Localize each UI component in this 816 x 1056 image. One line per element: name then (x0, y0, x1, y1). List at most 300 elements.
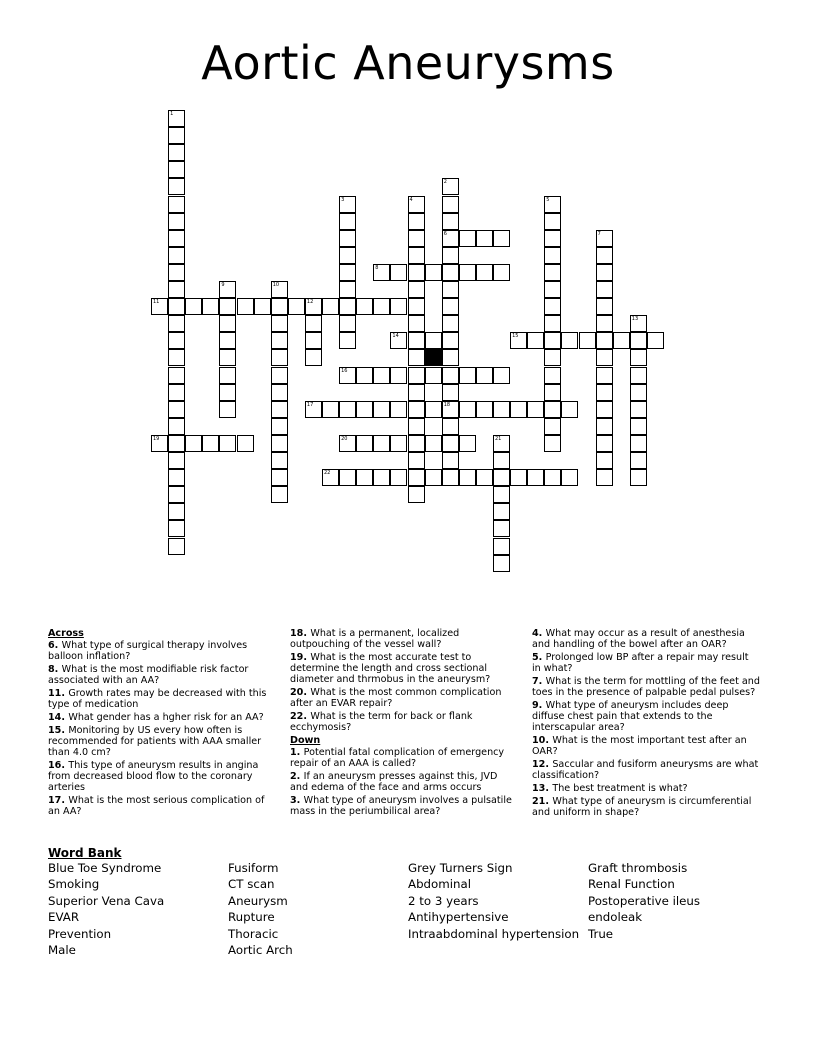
clue-number: 9 (221, 282, 225, 288)
word-bank-column-2 (228, 860, 293, 958)
grid-cell[interactable] (493, 435, 510, 452)
grid-cell[interactable] (202, 435, 219, 452)
word-bank-item: Grey Turners Sign (408, 861, 513, 875)
grid-cell[interactable] (493, 503, 510, 520)
grid-cell[interactable] (442, 230, 459, 247)
grid-cell[interactable] (510, 401, 527, 418)
grid-cell[interactable] (408, 401, 425, 418)
down-clue (532, 759, 760, 781)
grid-cell[interactable] (527, 401, 544, 418)
grid-cell[interactable] (168, 418, 185, 435)
grid-cell[interactable] (442, 178, 459, 195)
clue-number: 22 (324, 470, 331, 477)
puzzle-title: Aortic Aneurysms (201, 36, 615, 90)
grid-cell[interactable] (493, 401, 510, 418)
grid-cell[interactable] (544, 401, 561, 418)
clue-number-label: 16. (48, 760, 69, 771)
grid-cell[interactable] (185, 435, 202, 452)
grid-cell[interactable] (322, 401, 339, 418)
grid-cell[interactable] (271, 384, 288, 401)
grid-cell[interactable] (493, 486, 510, 503)
clue-text: What is a permanent, localized outpouching of the vessel wall? (290, 628, 460, 650)
grid-cell[interactable] (271, 469, 288, 486)
grid-cell[interactable] (339, 298, 356, 315)
grid-cell[interactable] (544, 196, 561, 213)
grid-cell[interactable] (168, 384, 185, 401)
word-bank-item: Fusiform (228, 861, 279, 875)
grid-cell[interactable] (493, 538, 510, 555)
grid-cell[interactable] (168, 230, 185, 247)
grid-cell[interactable] (408, 281, 425, 298)
word-bank-item: Rupture (228, 910, 275, 925)
down-clue (532, 735, 760, 757)
grid-cell[interactable] (630, 332, 647, 349)
grid-cell[interactable] (168, 144, 185, 161)
grid-cell[interactable] (630, 384, 647, 401)
clue-number-label: 13. (532, 783, 553, 794)
grid-cell[interactable] (271, 281, 288, 298)
clue-number: 13 (631, 316, 639, 323)
grid-cell[interactable] (442, 435, 459, 452)
clue-text: What gender has a hgher risk for an AA? (68, 712, 264, 723)
grid-cell[interactable] (425, 367, 442, 384)
grid-cell[interactable] (442, 281, 459, 298)
grid-cell[interactable] (237, 435, 254, 452)
grid-cell[interactable] (271, 315, 288, 332)
grid-cell[interactable] (322, 469, 339, 486)
word-bank-item: Renal Function (588, 877, 675, 892)
grid-cell[interactable] (630, 349, 647, 366)
grid-cell[interactable] (476, 367, 493, 384)
grid-cell[interactable] (544, 230, 561, 247)
grid-cell[interactable] (630, 367, 647, 384)
grid-cell[interactable] (442, 401, 459, 418)
clue-number-label: 2. (290, 771, 304, 782)
grid-cell[interactable] (168, 367, 185, 384)
clue-text: Growth rates may be decreased with this type of medication (48, 688, 267, 710)
grid-cell[interactable] (373, 401, 390, 418)
grid-cell[interactable] (544, 213, 561, 230)
grid-cell[interactable] (271, 298, 288, 315)
clue-text: What type of aneurysm involves a pulsatile mass in the periumbilical area? (290, 795, 512, 817)
grid-cell[interactable] (442, 247, 459, 264)
grid-cell[interactable] (168, 213, 185, 230)
grid-cell[interactable] (408, 435, 425, 452)
grid-cell[interactable] (596, 230, 613, 247)
grid-cell[interactable] (408, 196, 425, 213)
grid-cell[interactable] (339, 435, 356, 452)
grid-cell[interactable] (390, 264, 407, 281)
grid-cell[interactable] (442, 298, 459, 315)
grid-cell[interactable] (630, 418, 647, 435)
clue-number-label: 6. (48, 640, 62, 651)
grid-cell[interactable] (408, 332, 425, 349)
clue-number-label: 10. (532, 735, 553, 746)
word-bank-item: Thoracic (228, 926, 279, 941)
grid-cell[interactable] (493, 230, 510, 247)
grid-cell[interactable] (476, 401, 493, 418)
grid-cell[interactable] (596, 247, 613, 264)
down-clue (290, 795, 518, 817)
grid-cell[interactable] (305, 332, 322, 349)
grid-cell[interactable] (544, 298, 561, 315)
clue-number: 3 (341, 196, 345, 203)
clue-text: What is the term for back or flank ecchymosis? (290, 711, 473, 733)
clue-text: Saccular and fusiform aneurysms are what classification? (532, 759, 759, 781)
clue-number-label: 5. (532, 652, 546, 663)
grid-cell[interactable] (271, 486, 288, 503)
grid-cell[interactable] (168, 520, 185, 537)
grid-cell[interactable] (373, 469, 390, 486)
grid-cell[interactable] (168, 401, 185, 418)
grid-cell[interactable] (168, 298, 185, 315)
grid-cell[interactable] (527, 469, 544, 486)
word-bank-item: Superior Vena Cava (48, 893, 165, 908)
grid-cell[interactable] (408, 264, 425, 281)
clue-number: 8 (375, 264, 379, 271)
grid-cell[interactable] (390, 367, 407, 384)
grid-cell[interactable] (339, 469, 356, 486)
grid-cell[interactable] (408, 349, 425, 366)
grid-cell[interactable] (630, 469, 647, 486)
grid-cell[interactable] (408, 418, 425, 435)
grid-cell[interactable] (476, 264, 493, 281)
grid-cell[interactable] (339, 247, 356, 264)
grid-cell[interactable] (408, 315, 425, 332)
clues-column-1 (48, 628, 276, 819)
grid-cell[interactable] (459, 367, 476, 384)
grid-cell[interactable] (630, 401, 647, 418)
grid-cell[interactable] (579, 332, 596, 349)
grid-cell[interactable] (168, 247, 185, 264)
clue-number: 11 (153, 299, 160, 306)
word-bank-item: Smoking (48, 877, 100, 892)
grid-cell[interactable] (339, 367, 356, 384)
grid-cell[interactable] (168, 538, 185, 555)
grid-cell[interactable] (373, 367, 390, 384)
grid-cell[interactable] (288, 298, 305, 315)
grid-cell[interactable] (596, 367, 613, 384)
grid-cell[interactable] (151, 298, 168, 315)
clue-number: 21 (495, 435, 502, 442)
grid-cell[interactable] (219, 298, 236, 315)
grid-cell[interactable] (459, 264, 476, 281)
grid-cell[interactable] (544, 315, 561, 332)
grid-cell[interactable] (408, 486, 425, 503)
grid-cell[interactable] (561, 332, 578, 349)
clue-text: What type of surgical therapy involves balloon inflation? (48, 640, 248, 662)
clue-text: What is the most accurate test to determine the length and cross sectional diameter and thrmobus in the aneurysm? (290, 652, 491, 685)
across-clue-list-continued (290, 628, 518, 733)
grid-cell[interactable] (305, 298, 322, 315)
grid-cell[interactable] (202, 298, 219, 315)
grid-cell[interactable] (510, 332, 527, 349)
grid-cell[interactable] (271, 452, 288, 469)
grid-cell[interactable] (408, 213, 425, 230)
grid-cell[interactable] (168, 178, 185, 195)
clue-text: What is the most serious complication of an AA? (48, 795, 265, 817)
clue-number-label: 18. (290, 628, 311, 639)
grid-cell[interactable] (476, 469, 493, 486)
word-bank-item: Male (48, 943, 76, 958)
grid-cell[interactable] (339, 332, 356, 349)
grid-cell[interactable] (493, 520, 510, 537)
grid-cell[interactable] (544, 435, 561, 452)
across-clue (48, 760, 276, 793)
grid-cell[interactable] (544, 349, 561, 366)
grid-cell[interactable] (390, 469, 407, 486)
grid-cell[interactable] (185, 298, 202, 315)
down-clue (532, 628, 760, 650)
grid-cell[interactable] (613, 332, 630, 349)
grid-cell[interactable] (630, 452, 647, 469)
down-clue (532, 783, 760, 794)
clue-text: This type of aneurysm results in angina from decreased blood flow to the coronary arteries (48, 760, 259, 793)
grid-cell[interactable] (390, 298, 407, 315)
grid-cell[interactable] (425, 435, 442, 452)
grid-cell[interactable] (493, 469, 510, 486)
word-bank-item: True (588, 926, 614, 941)
grid-cell[interactable] (168, 452, 185, 469)
word-bank-item: Graft thrombosis (588, 861, 688, 875)
across-clue (290, 628, 518, 650)
word-bank-item: endoleak (588, 910, 643, 925)
grid-cell[interactable] (219, 349, 236, 366)
down-clue (290, 747, 518, 769)
grid-cell[interactable] (544, 384, 561, 401)
grid-cell[interactable] (390, 401, 407, 418)
clue-text: What type of aneurysm is circumferential and uniform in shape? (532, 796, 752, 818)
grid-cell[interactable] (425, 469, 442, 486)
grid-cell[interactable] (271, 418, 288, 435)
grid-cell[interactable] (630, 435, 647, 452)
grid-cell[interactable] (596, 332, 613, 349)
grid-cell[interactable] (442, 332, 459, 349)
down-clue (532, 700, 760, 733)
grid-cell[interactable] (647, 332, 664, 349)
grid-cell[interactable] (339, 213, 356, 230)
grid-cell[interactable] (459, 401, 476, 418)
grid-cell[interactable] (168, 161, 185, 178)
grid-cell[interactable] (596, 298, 613, 315)
clue-number-label: 21. (532, 796, 553, 807)
grid-cell[interactable] (459, 435, 476, 452)
clue-number-label: 1. (290, 747, 304, 758)
grid-cell[interactable] (373, 435, 390, 452)
grid-cell[interactable] (168, 435, 185, 452)
word-bank-item: Aortic Arch (228, 943, 293, 958)
across-clue (290, 652, 518, 685)
down-clue-list-continued (532, 628, 760, 818)
grid-cell[interactable] (442, 196, 459, 213)
across-clue (290, 711, 518, 733)
grid-cell[interactable] (271, 435, 288, 452)
grid-cell[interactable] (168, 110, 185, 127)
grid-cell[interactable] (527, 332, 544, 349)
clue-number-label: 11. (48, 688, 69, 699)
grid-cell[interactable] (168, 349, 185, 366)
grid-cell[interactable] (442, 418, 459, 435)
grid-cell[interactable] (408, 247, 425, 264)
grid-cell[interactable] (596, 264, 613, 281)
grid-cell[interactable] (596, 384, 613, 401)
grid-cell[interactable] (442, 349, 459, 366)
grid-cell[interactable] (237, 298, 254, 315)
black-square (425, 349, 442, 366)
across-clue (48, 712, 276, 723)
grid-cell[interactable] (544, 367, 561, 384)
clue-text: What is the term for mottling of the feet and toes in the presence of palpable pedal pulses? (532, 676, 760, 698)
grid-cell[interactable] (459, 469, 476, 486)
clue-number: 14 (392, 333, 399, 340)
grid-cell[interactable] (442, 264, 459, 281)
grid-cell[interactable] (271, 367, 288, 384)
grid-cell[interactable] (630, 315, 647, 332)
word-bank-item: Prevention (48, 926, 112, 941)
clue-text: Monitoring by US every how often is recommended for patients with AAA smaller than 4.0 cm? (48, 725, 262, 758)
down-clue-list (290, 747, 518, 817)
grid-cell[interactable] (390, 332, 407, 349)
grid-cell[interactable] (356, 367, 373, 384)
grid-cell[interactable] (442, 469, 459, 486)
grid-cell[interactable] (596, 315, 613, 332)
grid-cell[interactable] (493, 452, 510, 469)
grid-cell[interactable] (339, 315, 356, 332)
grid-cell[interactable] (219, 315, 236, 332)
grid-cell[interactable] (544, 281, 561, 298)
grid-cell[interactable] (168, 127, 185, 144)
grid-cell[interactable] (356, 401, 373, 418)
grid-cell[interactable] (596, 469, 613, 486)
clue-text: The best treatment is what? (552, 783, 688, 794)
grid-cell[interactable] (168, 332, 185, 349)
grid-cell[interactable] (442, 384, 459, 401)
grid-cell[interactable] (339, 264, 356, 281)
grid-cell[interactable] (544, 332, 561, 349)
grid-cell[interactable] (305, 401, 322, 418)
grid-cell[interactable] (596, 349, 613, 366)
word-bank-item: Antihypertensive (408, 910, 509, 925)
grid-cell[interactable] (168, 486, 185, 503)
grid-cell[interactable] (544, 264, 561, 281)
grid-cell[interactable] (219, 367, 236, 384)
grid-cell[interactable] (271, 332, 288, 349)
grid-cell[interactable] (373, 298, 390, 315)
grid-cell[interactable] (168, 264, 185, 281)
grid-cell[interactable] (459, 230, 476, 247)
across-clue (48, 664, 276, 686)
clue-text: Prolonged low BP after a repair may result in what? (532, 652, 749, 674)
grid-cell[interactable] (442, 213, 459, 230)
grid-cell[interactable] (408, 469, 425, 486)
grid-cell[interactable] (168, 503, 185, 520)
grid-cell[interactable] (339, 281, 356, 298)
clue-number-label: 12. (532, 759, 553, 770)
grid-cell[interactable] (339, 196, 356, 213)
clue-number-label: 20. (290, 687, 311, 698)
clue-number-label: 8. (48, 664, 62, 675)
clue-number-label: 4. (532, 628, 546, 639)
grid-cell[interactable] (561, 401, 578, 418)
grid-cell[interactable] (356, 469, 373, 486)
grid-cell[interactable] (219, 332, 236, 349)
grid-cell[interactable] (356, 435, 373, 452)
grid-cell[interactable] (168, 196, 185, 213)
clue-number: 19 (153, 435, 160, 442)
word-bank-item: 2 to 3 years (408, 893, 479, 908)
grid-cell[interactable] (339, 401, 356, 418)
across-clue (48, 688, 276, 710)
grid-cell[interactable] (219, 281, 236, 298)
grid-cell[interactable] (510, 469, 527, 486)
grid-cell[interactable] (544, 247, 561, 264)
grid-cell[interactable] (476, 230, 493, 247)
grid-cell[interactable] (151, 435, 168, 452)
clue-text: What may occur as a result of anesthesia and handling of the bowel after an OAR? (532, 628, 745, 650)
grid-cell[interactable] (544, 469, 561, 486)
grid-cell[interactable] (322, 298, 339, 315)
down-clue (532, 676, 760, 698)
grid-cell[interactable] (596, 452, 613, 469)
word-bank-item: Postoperative ileus (588, 893, 701, 908)
grid-cell[interactable] (544, 418, 561, 435)
grid-cell[interactable] (219, 384, 236, 401)
grid-cell[interactable] (493, 264, 510, 281)
clue-number-label: 7. (532, 676, 546, 687)
grid-cell[interactable] (408, 452, 425, 469)
grid-cell[interactable] (408, 298, 425, 315)
grid-cell[interactable] (442, 315, 459, 332)
grid-cell[interactable] (305, 349, 322, 366)
clue-number-label: 15. (48, 725, 69, 736)
grid-cell[interactable] (168, 315, 185, 332)
clue-text: What is the most common complication after an EVAR repair? (290, 687, 502, 709)
clue-text: Potential fatal complication of emergency repair of an AAA is called? (290, 747, 505, 769)
grid-cell[interactable] (219, 401, 236, 418)
grid-cell[interactable] (408, 384, 425, 401)
grid-cell[interactable] (339, 230, 356, 247)
clue-text: If an aneurysm presses against this, JVD and edema of the face and arms occurs (290, 771, 498, 793)
grid-cell[interactable] (271, 349, 288, 366)
clue-number-label: 19. (290, 652, 311, 663)
down-clue (532, 796, 760, 818)
grid-cell[interactable] (493, 367, 510, 384)
grid-cell[interactable] (408, 367, 425, 384)
grid-cell[interactable] (596, 401, 613, 418)
grid-cell[interactable] (168, 469, 185, 486)
grid-cell[interactable] (596, 418, 613, 435)
grid-cell[interactable] (425, 332, 442, 349)
grid-cell[interactable] (356, 298, 373, 315)
grid-cell[interactable] (254, 298, 271, 315)
grid-cell[interactable] (561, 469, 578, 486)
grid-cell[interactable] (390, 435, 407, 452)
grid-cell[interactable] (596, 435, 613, 452)
clue-number: 1 (170, 111, 174, 117)
grid-cell[interactable] (408, 230, 425, 247)
grid-cell[interactable] (493, 555, 510, 572)
grid-cell[interactable] (219, 435, 236, 452)
grid-cell[interactable] (425, 264, 442, 281)
grid-cell[interactable] (168, 281, 185, 298)
grid-cell[interactable] (596, 281, 613, 298)
grid-cell[interactable] (442, 452, 459, 469)
grid-cell[interactable] (442, 367, 459, 384)
grid-cell[interactable] (425, 401, 442, 418)
grid-cell[interactable] (271, 401, 288, 418)
grid-cell[interactable] (305, 315, 322, 332)
grid-cell[interactable] (373, 264, 390, 281)
